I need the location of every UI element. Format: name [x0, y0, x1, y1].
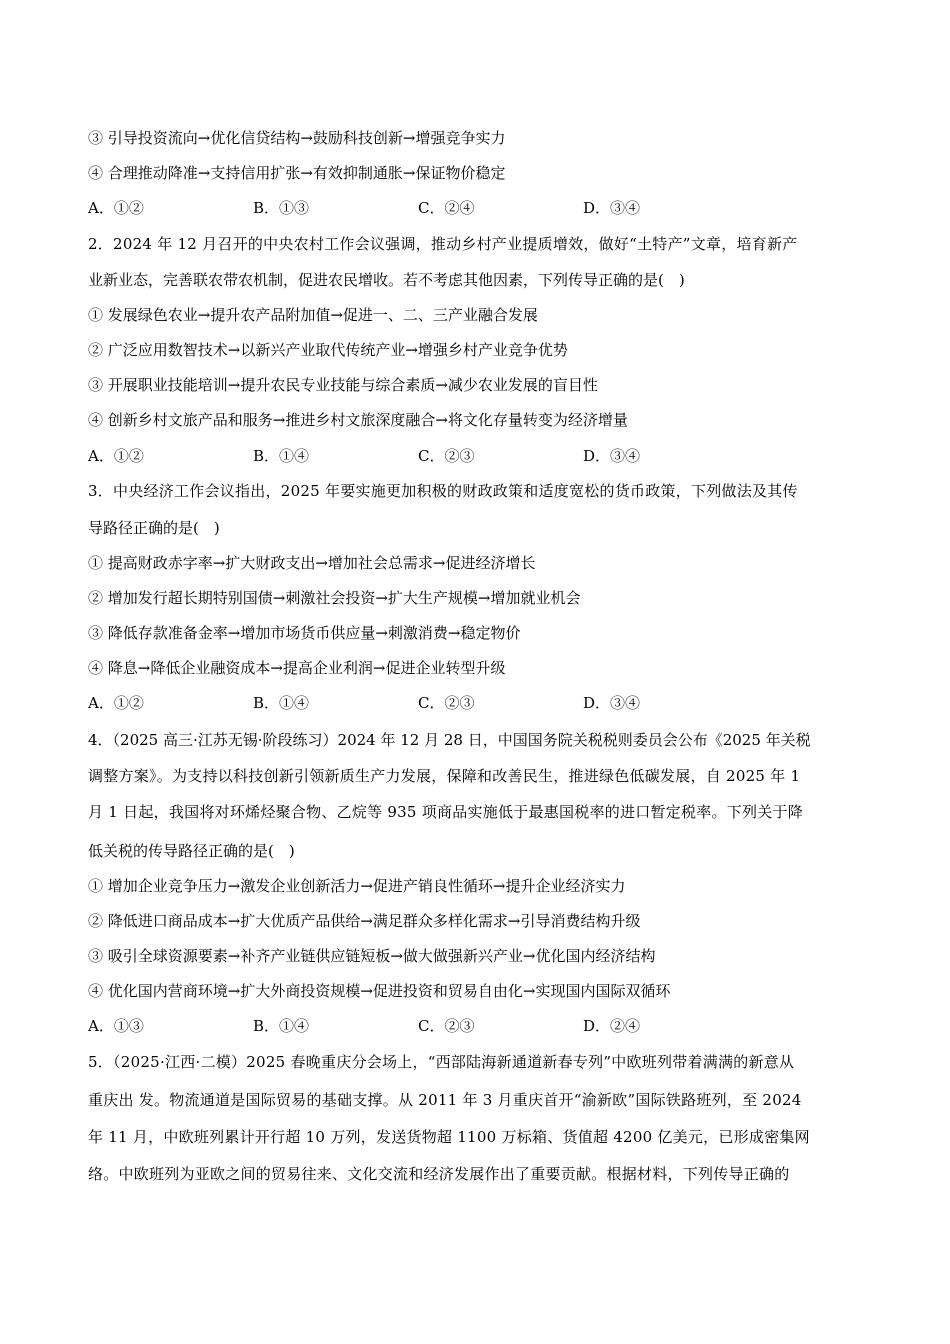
- question-4-stem: 4．（2025 高三·江苏无锡·阶段练习）2024 年 12 月 28 日，中国国务院关税税则委员会公布《2025 年关税: [88, 731, 811, 749]
- question-5-stem: 络。中欧班列为亚欧之间的贸易往来、文化交流和经济发展作出了重要贡献。根据材料，下列传导正确的: [88, 1165, 790, 1183]
- answer-choices: [88, 1016, 888, 1036]
- option-item-4: ④ 合理推动降准→支持信用扩张→有效抑制通胀→保证物价稳定: [88, 164, 506, 182]
- option-item-1: ① 提高财政赤字率→扩大财政支出→增加社会总需求→促进经济增长: [88, 554, 536, 572]
- choice-d: D．③④: [583, 199, 641, 217]
- question-3-stem: 3．中央经济工作会议指出，2025 年要实施更加积极的财政政策和适度宽松的货币政策，下列做法及其传: [88, 482, 798, 500]
- choice-c: C．②③: [418, 1017, 475, 1035]
- choice-c: C．②③: [418, 694, 475, 712]
- choice-c: C．②④: [418, 199, 475, 217]
- option-item-2: ② 广泛应用数智技术→以新兴产业取代传统产业→增强乡村产业竞争优势: [88, 341, 568, 359]
- choice-b: B．①④: [253, 694, 310, 712]
- question-4-stem: 调整方案》。为支持以科技创新引领新质生产力发展，保障和改善民生，推进绿色低碳发展，自 2025 年 1: [88, 767, 801, 785]
- option-item-4: ④ 创新乡村文旅产品和服务→推进乡村文旅深度融合→将文化存量转变为经济增量: [88, 411, 628, 429]
- answer-choices: [88, 198, 888, 218]
- option-item-2: ② 增加发行超长期特别国债→刺激社会投资→扩大生产规模→增加就业机会: [88, 589, 581, 607]
- question-5-stem: 5．（2025·江西·二模）2025 春晚重庆分会场上，“西部陆海新通道新春专列”中欧班列带着满满的新意从: [88, 1053, 795, 1071]
- choice-b: B．①④: [253, 1017, 310, 1035]
- option-item-3: ③ 吸引全球资源要素→补齐产业链供应链短板→做大做强新兴产业→优化国内经济结构: [88, 947, 656, 965]
- option-item-3: ③ 降低存款准备金率→增加市场货币供应量→刺激消费→稳定物价: [88, 624, 521, 642]
- option-item-3: ③ 引导投资流向→优化信贷结构→鼓励科技创新→增强竞争实力: [88, 129, 506, 147]
- choice-b: B．①④: [253, 447, 310, 465]
- option-item-1: ① 发展绿色农业→提升农产品附加值→促进一、二、三产业融合发展: [88, 306, 538, 324]
- choice-a: A．①②: [88, 199, 144, 217]
- option-item-4: ④ 优化国内营商环境→扩大外商投资规模→促进投资和贸易自由化→实现国内国际双循环: [88, 982, 671, 1000]
- choice-a: A．①②: [88, 694, 144, 712]
- choice-d: D．③④: [583, 694, 641, 712]
- option-item-1: ① 增加企业竞争压力→激发企业创新活力→促进产销良性循环→提升企业经济实力: [88, 877, 626, 895]
- choice-b: B．①③: [253, 199, 310, 217]
- question-4-stem: 低关税的传导路径正确的是( ): [88, 842, 295, 860]
- question-5-stem: 年 11 月，中欧班列累计开行超 10 万列，发送货物超 1100 万标箱、货值超 4200 亿美元，已形成密集网: [88, 1128, 810, 1146]
- choice-d: D．③④: [583, 447, 641, 465]
- choice-c: C．②③: [418, 447, 475, 465]
- choice-d: D．②④: [583, 1017, 641, 1035]
- question-5-stem: 重庆出 发。物流通道是国际贸易的基础支撑。从 2011 年 3 月重庆首开“渝新欧”国际铁路班列，至 2024: [88, 1091, 802, 1109]
- question-2-stem: 业新业态，完善联农带农机制，促进农民增收。若不考虑其他因素，下列传导正确的是( ): [88, 271, 685, 289]
- option-item-4: ④ 降息→降低企业融资成本→提高企业利润→促进企业转型升级: [88, 659, 506, 677]
- answer-choices: [88, 693, 888, 713]
- option-item-3: ③ 开展职业技能培训→提升农民专业技能与综合素质→减少农业发展的盲目性: [88, 376, 598, 394]
- choice-a: A．①②: [88, 447, 144, 465]
- question-2-stem: 2．2024 年 12 月召开的中央农村工作会议强调，推动乡村产业提质增效，做好“土特产”文章，培育新产: [88, 235, 798, 253]
- question-4-stem: 月 1 日起，我国将对环烯烃聚合物、乙烷等 935 项商品实施低于最惠国税率的进口暂定税率。下列关于降: [88, 803, 804, 821]
- question-3-stem: 导路径正确的是( ): [88, 519, 220, 537]
- choice-a: A．①③: [88, 1017, 144, 1035]
- option-item-2: ② 降低进口商品成本→扩大优质产品供给→满足群众多样化需求→引导消费结构升级: [88, 912, 641, 930]
- answer-choices: [88, 446, 888, 466]
